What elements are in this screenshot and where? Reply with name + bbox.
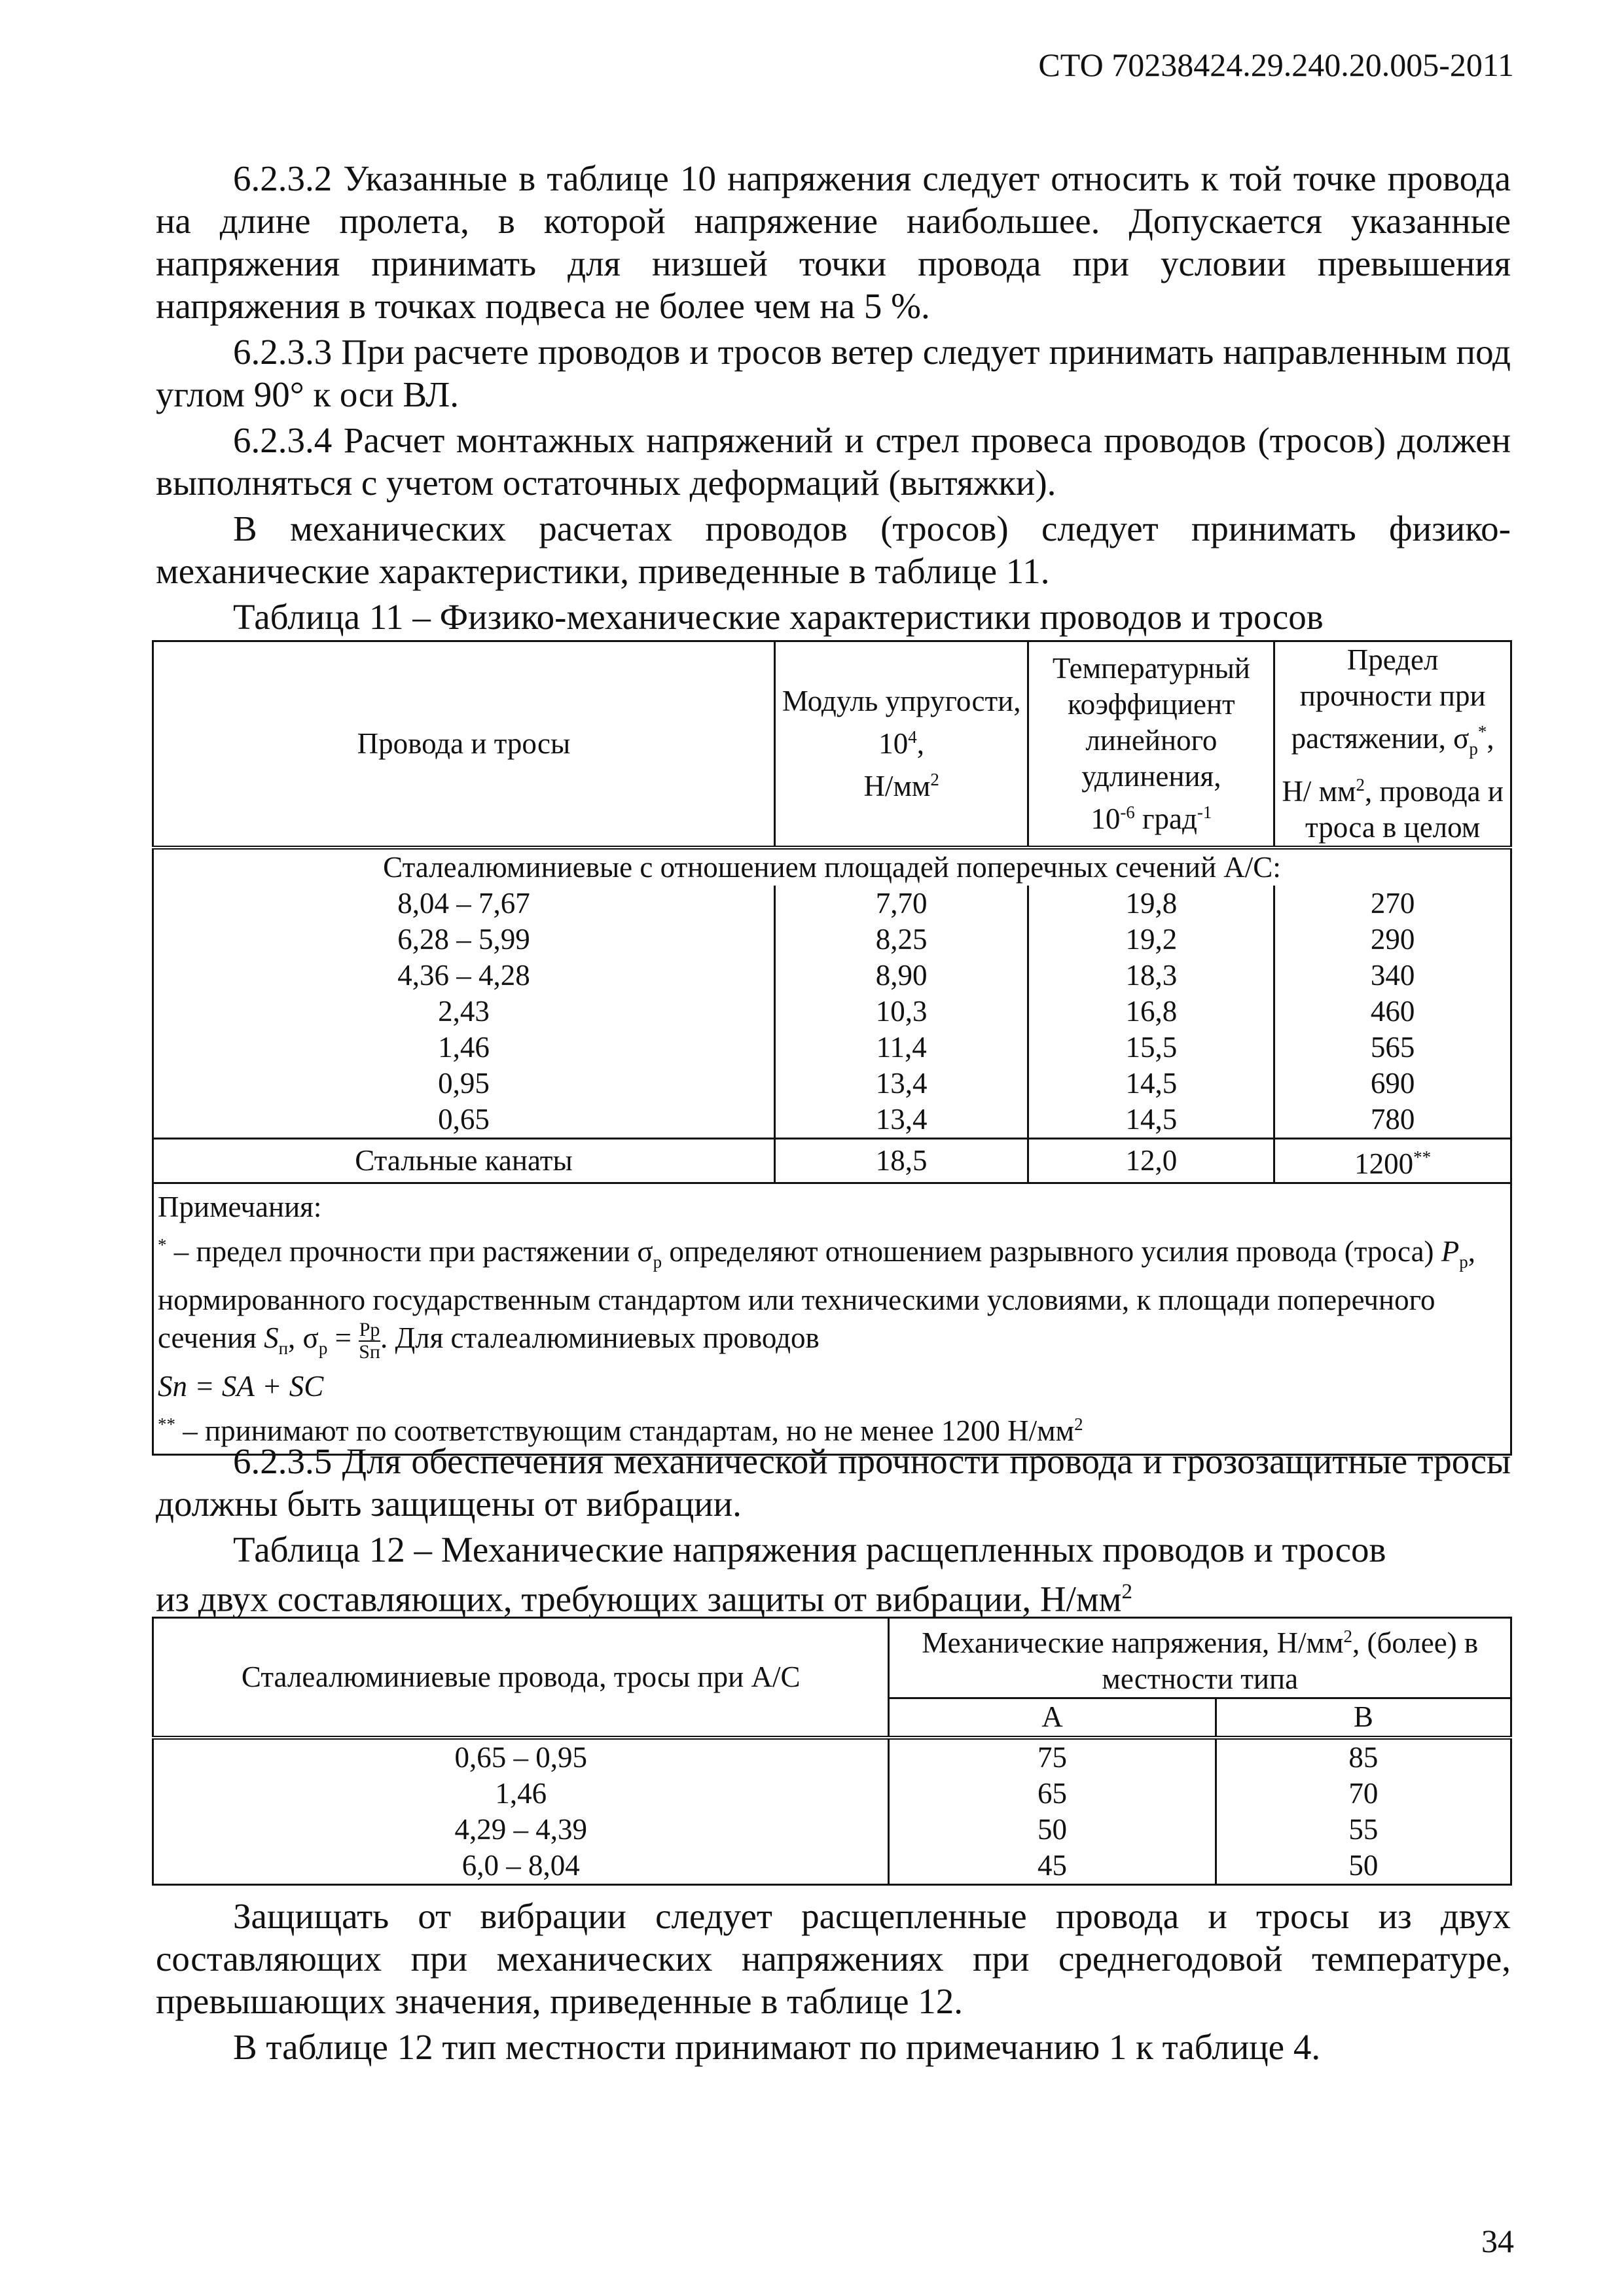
paragraph-6-2-3-2: 6.2.3.2 Указанные в таблице 10 напряжения следует относить к той точке провода на длине пролета, в которой напряжение наибольшее. Допускается указанные напряжения принимать для низшей точки провода при условии превышения напряжения в точках подвеса не более чем на 5 %. (156, 158, 1511, 326)
paragraph-mech-calc: В механических расчетах проводов (тросов) следует принимать физико-механические характеристики, приведенные в таблице 11. (156, 509, 1511, 591)
table-cell: 290 (1274, 922, 1511, 958)
table-cell: 10,3 (774, 994, 1028, 1030)
table-cell: 1,46 (153, 1030, 775, 1066)
table11-header-strength: Предел прочности при растяжении, $\sigma_р^*$, Н/ $мм^2$, провода и троса в целом (1274, 641, 1511, 848)
table-cell: 0,95 (153, 1066, 775, 1102)
note-2: ** – принимают по соответствующим стандартам, но не менее 1200 $Н/мм^2$ (158, 1414, 1083, 1447)
table-cell: 50 (1216, 1848, 1511, 1885)
table-cell: 565 (1274, 1030, 1511, 1066)
table-cell: 12,0 (1028, 1139, 1274, 1183)
table-cell: 75 (889, 1738, 1216, 1776)
table12-caption-line1: Таблица 12 – Механические напряжения расщепленных проводов и тросов (233, 1530, 1386, 1570)
table-row (153, 886, 1511, 922)
table-cell: 2,43 (153, 994, 775, 1030)
table-row (153, 1738, 1511, 1776)
table-cell: 85 (1216, 1738, 1511, 1776)
notes-title: Примечания: (158, 1191, 322, 1223)
table-cell: 690 (1274, 1066, 1511, 1102)
table-cell: 18,3 (1028, 958, 1274, 994)
table-cell: 19,2 (1028, 922, 1274, 958)
table11-header-wires: Провода и тросы (153, 641, 775, 848)
table-cell: 4,36 – 4,28 (153, 958, 775, 994)
table12-header-row (153, 1618, 1511, 1698)
paragraph-6-2-3-5: 6.2.3.5 Для обеспечения механической прочности провода и грозозащитные тросы должны быть защищены от вибрации. (156, 1441, 1511, 1524)
table12-header-wires: Сталеалюминиевые провода, тросы при А/С (153, 1618, 889, 1738)
table-row (153, 1776, 1511, 1812)
table-cell: 13,4 (774, 1066, 1028, 1102)
table-cell: 50 (889, 1812, 1216, 1848)
table-cell: Стальные канаты (153, 1139, 775, 1183)
document-code: СТО 70238424.29.240.20.005-2011 (1038, 46, 1514, 83)
table-row (153, 1066, 1511, 1102)
table-cell: 4,29 – 4,39 (153, 1812, 889, 1848)
table-row (153, 958, 1511, 994)
table-row (153, 994, 1511, 1030)
paragraph-6-2-3-4: 6.2.3.4 Расчет монтажных напряжений и стрел провеса проводов (тросов) должен выполняться с учетом остаточных деформаций (вытяжки). (156, 420, 1511, 503)
note-1: * – предел прочности при растяжении $\sigma_р$ определяют отношением разрывного усилия провода (троса) $P_р$, нормированного государственным стандартом или техническими условиями, к площади поперечного сечения $S_п$, $\sigma_р$ = $\frac{Pр}{Sп}$ . Для сталеалюминиевых проводов (158, 1235, 1476, 1363)
table-cell: 14,5 (1028, 1102, 1274, 1139)
page-number: 34 (1481, 2223, 1514, 2259)
table-cell: 8,25 (774, 922, 1028, 958)
table-cell: 340 (1274, 958, 1511, 994)
table-cell: 18,5 (774, 1139, 1028, 1183)
table12-caption-line2: из двух составляющих, требующих защиты от вибрации, $Н/мм^2$ (156, 1579, 1132, 1619)
table-row (153, 1848, 1511, 1885)
table-cell: 1200** (1274, 1139, 1511, 1183)
table-row (153, 1030, 1511, 1066)
table-cell: 8,90 (774, 958, 1028, 994)
table11-header-modulus: Модуль упругости, $10^4$, $Н/мм^2$ (774, 641, 1028, 848)
table11-notes-row (153, 1183, 1511, 1455)
table-cell: 45 (889, 1848, 1216, 1885)
table-row (153, 922, 1511, 958)
table-cell: 65 (889, 1776, 1216, 1812)
table11-steel-row (153, 1139, 1511, 1183)
table11-group-row (153, 848, 1511, 886)
paragraph-6-2-3-3: 6.2.3.3 При расчете проводов и тросов ветер следует принимать направленным под углом 90° к оси ВЛ. (156, 332, 1511, 414)
table-row (153, 1812, 1511, 1848)
table-cell: 14,5 (1028, 1066, 1274, 1102)
table11-caption: Таблица 11 – Физико-механические характеристики проводов и тросов (233, 597, 1324, 637)
table12-header-col-a: А (889, 1698, 1216, 1738)
table-cell: 0,65 (153, 1102, 775, 1139)
table11-notes (153, 1183, 1511, 1455)
table-cell: 8,04 – 7,67 (153, 886, 775, 922)
table-12 (152, 1617, 1512, 1886)
table12-header-col-b: В (1216, 1698, 1511, 1738)
table-cell: 6,0 – 8,04 (153, 1848, 889, 1885)
note-area-formula: Sп = SА + SС (158, 1370, 324, 1403)
table-cell: 15,5 (1028, 1030, 1274, 1066)
table-cell: 13,4 (774, 1102, 1028, 1139)
table-cell: 70 (1216, 1776, 1511, 1812)
table11-header-row (153, 641, 1511, 848)
table-cell: 6,28 – 5,99 (153, 922, 775, 958)
table-cell: 0,65 – 0,95 (153, 1738, 889, 1776)
table-row (153, 1102, 1511, 1139)
table-cell: 270 (1274, 886, 1511, 922)
strength-fraction: $\frac{Pр}{Sп}$ (359, 1318, 380, 1363)
table11-header-thermal-coef: Температурный коэффициент линейного удлинения, $10^{-6}$ град$^{-1}$ (1028, 641, 1274, 848)
table-cell: 16,8 (1028, 994, 1274, 1030)
table-cell: 11,4 (774, 1030, 1028, 1066)
table-cell: 780 (1274, 1102, 1511, 1139)
table12-header-stress: Механические напряжения, $Н/мм^2$, (более) в местности типа (889, 1618, 1511, 1698)
table-cell: 7,70 (774, 886, 1028, 922)
table-cell: 460 (1274, 994, 1511, 1030)
table11-group-label: Сталеалюминиевые с отношением площадей поперечных сечений А/С: (153, 848, 1511, 886)
table-cell: 55 (1216, 1812, 1511, 1848)
table-cell: 19,8 (1028, 886, 1274, 922)
table-cell: 1,46 (153, 1776, 889, 1812)
paragraph-vibration-protection: Защищать от вибрации следует расщепленные провода и тросы из двух составляющих при механических напряжениях при среднегодовой температуре, превышающих значения, приведенные в таблице 12. (156, 1896, 1511, 2021)
table-11 (152, 640, 1512, 1456)
paragraph-terrain-type: В таблице 12 тип местности принимают по примечанию 1 к таблице 4. (233, 2027, 1321, 2067)
